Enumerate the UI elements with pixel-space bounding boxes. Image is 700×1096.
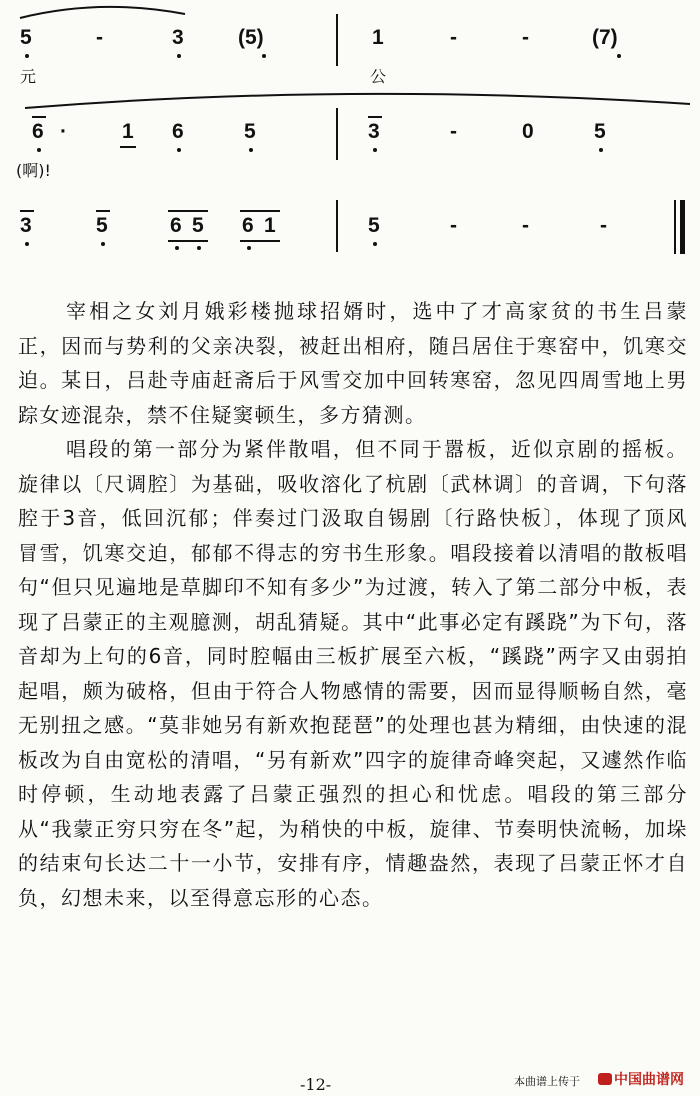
note: 1 [372,26,384,49]
note: 1 [264,214,276,237]
low-dot [177,54,181,58]
low-dot [197,246,201,250]
note: 5 [594,120,606,143]
final-barline-thick [680,200,685,254]
note-dash: - [600,214,607,237]
barline [336,108,338,160]
note: 5 [192,214,204,237]
final-barline-thin [674,200,676,254]
note: 6 [170,214,182,237]
low-dot [373,148,377,152]
brand-logo [598,1069,684,1089]
note: 5 [368,214,380,237]
lyric: (啊)! [16,161,51,180]
underline [168,240,208,242]
note: 1 [122,120,134,143]
lyric: 公 [370,67,387,86]
note-dash: - [450,214,457,237]
music-score [0,0,700,270]
overline [240,210,280,212]
underline [240,240,280,242]
lyric: 元 [20,67,37,86]
page-number: -12- [300,1075,332,1094]
overline [96,210,110,212]
low-dot [25,54,29,58]
low-dot [101,242,105,246]
overline [32,116,46,118]
dot-ext: · [60,120,67,143]
overline [20,210,34,212]
note-dash: - [522,214,529,237]
paragraph: 唱段的第一部分为紧伴散唱，但不同于嚣板，近似京剧的摇板。旋律以〔尺调腔〕为基础，吸收溶化了杭剧〔武林调〕的音调，下句落腔于3音，低回沉郁；伴奏过门汲取自锡剧〔行路快板〕，体现了顶风冒雪，饥寒交迫，郁郁不得志的穷书生形象。唱段接着以清唱的散板唱句“但只见遍地是草脚印不知有多少”为过渡，转入了第二部分中板，表现了吕蒙正的主观臆测，胡乱猜疑。其中“此事必定有蹊跷”为下句，落音却为上句的6音，同时腔幅由三板扩展至六板，“蹊跷”两字又由弱拍起唱，颇为破格，但由于符合人物感情的需要，因而显得顺畅自然，毫无别扭之感。“莫非她另有新欢抱琵琶”的处理也甚为精细，由快速的混板改为自由宽松的清唱，“另有新欢”四字的旋律奇峰突起，又遽然作临时停顿，生动地表露了吕蒙正强烈的担心和忧虑。唱段的第三部分从“我蒙正穷只穷在冬”起，为稍快的中板，旋律、节奏明快流畅，加垛的结束句长达二十一小节，安排有序，情趣盎然，表现了吕蒙正怀才自负，幻想未来，以至得意忘形的心态。 [18,437,688,910]
low-dot [177,148,181,152]
note-dash: - [450,120,457,143]
overline [368,116,382,118]
note-paren: (7) [592,26,618,49]
note: 6 [172,120,184,143]
upload-credit: 本曲谱上传于 [514,1075,580,1088]
low-dot [617,54,621,58]
note-paren: (5) [238,26,264,49]
note: 0 [522,120,534,143]
note: 6 [242,214,254,237]
low-dot [37,148,41,152]
note-dash: - [450,26,457,49]
slur [0,88,700,112]
low-dot [373,242,377,246]
barline [336,200,338,252]
slur [0,0,700,20]
note-dash: - [522,26,529,49]
low-dot [175,246,179,250]
note-dash: - [96,26,103,49]
low-dot [247,246,251,250]
low-dot [599,148,603,152]
brand-name: 中国曲谱网 [614,1072,684,1088]
note: 3 [368,120,380,143]
note: 5 [96,214,108,237]
note: 5 [20,26,32,49]
body-text [18,294,688,915]
note: 5 [244,120,256,143]
logo-icon [598,1073,612,1085]
paragraph: 宰相之女刘月娥彩楼抛球招婿时，选中了才高家贫的书生吕蒙正，因而与势利的父亲决裂，被赶出相府，随吕居住于寒窑中，饥寒交迫。某日，吕赴寺庙赶斋后于风雪交加中回转寒窑，忽见四周雪地上男踪女迹混杂，禁不住疑窦顿生，多方猜测。 [18,299,688,427]
note: 3 [172,26,184,49]
underline [120,146,136,148]
low-dot [262,54,266,58]
low-dot [25,242,29,246]
barline [336,14,338,66]
overline [168,210,208,212]
note: 3 [20,214,32,237]
low-dot [249,148,253,152]
note: 6 [32,120,44,143]
